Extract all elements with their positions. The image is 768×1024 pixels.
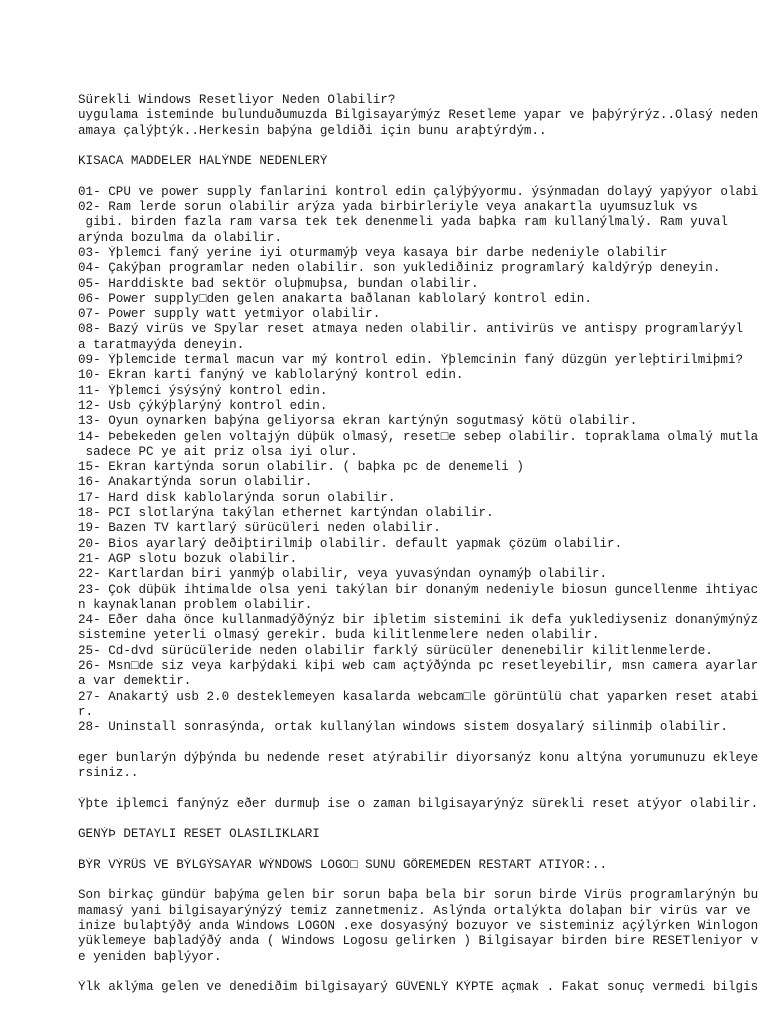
- text-line: Ýþte iþlemci fanýnýz eðer durmuþ ise o zaman bilgisayarýnýz sürekli reset atýyor olabilir.: [78, 796, 759, 811]
- document-page: [78, 93, 768, 996]
- text-line: 17- Hard disk kablolarýnda sorun olabilir.: [78, 490, 396, 505]
- text-line: 02- Ram lerde sorun olabilir arýza yada birbirleriyle veya anakartla uyumsuzluk vs: [78, 200, 698, 215]
- text-line: 25- Cd-dvd sürücüleride neden olabilir farklý sürücüler denenebilir kilitlenmelerde.: [78, 643, 713, 658]
- blank-line: [78, 735, 768, 750]
- text-line: 09- Ýþlemcide termal macun var mý kontrol edin. Ýþlemcinin faný düzgün yerleþtirilmiþmi?: [78, 353, 744, 368]
- text-line: gibi. birden fazla ram varsa tek tek denenmeli yada baþka ram kullanýlmalý. Ram yuval: [78, 215, 728, 230]
- text-line: rsiniz..: [78, 766, 139, 781]
- text-line: 24- Eðer daha önce kullanmadýðýnýz bir iþletim sistemini ik defa yuklediyseniz donanýmýnýz: [78, 613, 759, 628]
- blank-line: [78, 781, 768, 796]
- text-line: arýnda bozulma da olabilir.: [78, 230, 283, 245]
- text-line: 13- Oyun oynarken baþýna geliyorsa ekran kartýnýn sogutmasý kötü olabilir.: [78, 414, 638, 429]
- text-line: GENÝÞ DETAYLI RESET OLASILIKLARI: [78, 827, 320, 842]
- text-line: e yeniden baþlýyor.: [78, 949, 222, 964]
- text-line: BÝR VÝRÜS VE BÝLGÝSAYAR WÝNDOWS LOGO□ SUNU GÖREMEDEN RESTART ATIYOR:..: [78, 857, 608, 872]
- blank-line: [78, 139, 768, 154]
- text-line: 18- PCI slotlarýna takýlan ethernet kartýndan olabilir.: [78, 506, 494, 521]
- text-line: Sürekli Windows Resetliyor Neden Olabilir?: [78, 93, 396, 107]
- text-line: 05- Harddiskte bad sektör oluþmuþsa, bundan olabilir.: [78, 276, 479, 291]
- text-line: 21- AGP slotu bozuk olabilir.: [78, 551, 298, 566]
- text-line: 04- Çakýþan programlar neden olabilir. son yuklediðiniz programlarý kaldýrýp deneyin.: [78, 261, 721, 276]
- text-line: 23- Çok düþük ihtimalde olsa yeni takýlan bir donaným nedeniyle biosun guncellenme ihtiyac: [78, 582, 759, 597]
- text-line: 28- Uninstall sonrasýnda, ortak kullanýlan windows sistem dosyalarý silinmiþ olabilir.: [78, 720, 728, 735]
- text-line: amaya çalýþtýk..Herkesin baþýna geldiði için bunu araþtýrdým..: [78, 123, 547, 138]
- text-line: 15- Ekran kartýnda sorun olabilir. ( baþka pc de denemeli ): [78, 460, 524, 475]
- blank-line: [78, 169, 768, 184]
- text-line: 12- Usb çýkýþlarýný kontrol edin.: [78, 398, 328, 413]
- text-line: 11- Ýþlemci ýsýsýný kontrol edin.: [78, 383, 328, 398]
- blank-line: [78, 873, 768, 888]
- text-line: 03- Ýþlemci faný yerine iyi oturmamýþ veya kasaya bir darbe nedeniyle olabilir: [78, 245, 668, 260]
- text-line: n kaynaklanan problem olabilir.: [78, 597, 313, 612]
- text-line: 14- Þebekeden gelen voltajýn düþük olmasý, reset□e sebep olabilir. topraklama olmalý mutla: [78, 429, 759, 444]
- text-line: r.: [78, 704, 94, 719]
- text-line: mamasý yani bilgisayarýnýzý temiz zannetmeniz. Aslýnda ortalýkta dolaþan bir virüs var ve: [78, 903, 751, 918]
- text-line: 06- Power supply□den gelen anakarta baðlanan kablolarý kontrol edin.: [78, 291, 592, 306]
- text-line: 07- Power supply watt yetmiyor olabilir.: [78, 307, 381, 322]
- text-line: eger bunlarýn dýþýnda bu nedende reset atýrabilir diyorsanýz konu altýna yorumunuzu ekleye: [78, 750, 759, 765]
- text-line: a taratmayýda deneyin.: [78, 337, 245, 352]
- text-line: 20- Bios ayarlarý deðiþtirilmiþ olabilir. default yapmak çözüm olabilir.: [78, 536, 623, 551]
- text-line: KISACA MADDELER HALÝNDE NEDENLERÝ: [78, 154, 328, 169]
- blank-line: [78, 812, 768, 827]
- blank-line: [78, 843, 768, 858]
- text-line: 08- Bazý virüs ve Spylar reset atmaya neden olabilir. antivirüs ve antispy programlarýyl: [78, 322, 744, 337]
- text-line: uygulama isteminde bulunduðumuzda Bilgisayarýmýz Resetleme yapar ve þaþýrýrýz..Olasý neden: [78, 108, 759, 123]
- text-line: sistemine yeterli olmasý gerekir. buda kilitlenmelere neden olabilir.: [78, 628, 600, 643]
- text-line: Ýlk aklýma gelen ve denediðim bilgisayarý GÜVENLÝ KÝPTE açmak . Fakat sonuç vermedi bilgis: [78, 980, 759, 995]
- text-line: 16- Anakartýnda sorun olabilir.: [78, 475, 313, 490]
- text-line: yüklemeye baþladýðý anda ( Windows Logosu gelirken ) Bilgisayar birden bire RESETleniyor v: [78, 934, 759, 949]
- text-line: sadece PC ye ait priz olsa iyi olur.: [78, 444, 358, 459]
- text-line: Son birkaç gündür baþýma gelen bir sorun baþa bela bir sorun birde Virüs programlarýnýn bu: [78, 888, 759, 903]
- text-line: 01- CPU ve power supply fanlarini kontrol edin çalýþýyormu. ýsýnmadan dolayý yapýyor olabi: [78, 184, 759, 199]
- text-line: 27- Anakartý usb 2.0 desteklemeyen kasalarda webcam□le görüntülü chat yaparken reset atabi: [78, 689, 759, 704]
- text-line: 22- Kartlardan biri yanmýþ olabilir, veya yuvasýndan oynamýþ olabilir.: [78, 567, 608, 582]
- text-line: 26- Msn□de siz veya karþýdaki kiþi web cam açtýðýnda pc resetleyebilir, msn camera ayarlar: [78, 658, 759, 673]
- text-line: 19- Bazen TV kartlarý sürücüleri neden olabilir.: [78, 521, 441, 536]
- text-line: inize bulaþtýðý anda Windows LOGON .exe dosyasýný bozuyor ve sisteminiz açýlýrken Winlogon: [78, 919, 759, 934]
- blank-line: [78, 965, 768, 980]
- text-line: 10- Ekran karti fanýný ve kablolarýný kontrol edin.: [78, 368, 464, 383]
- text-line: a var demektir.: [78, 674, 192, 689]
